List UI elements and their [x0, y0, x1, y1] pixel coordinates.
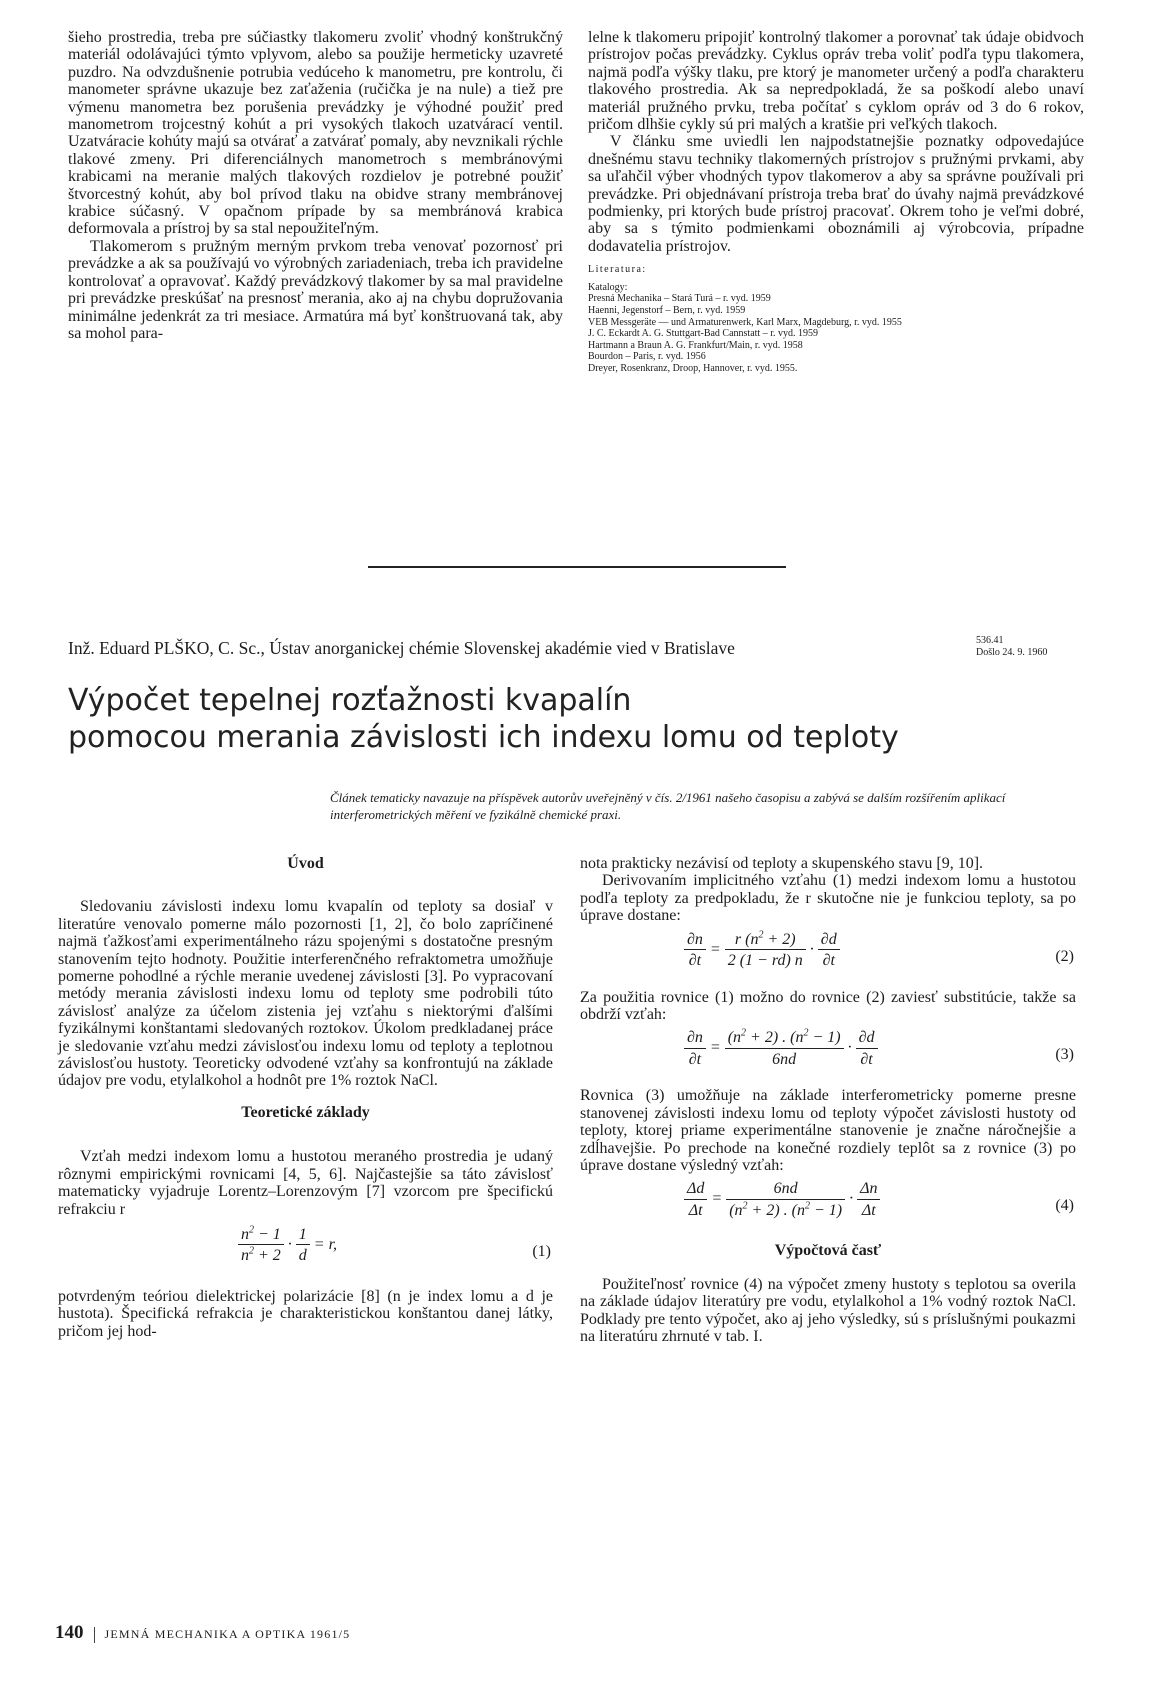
equation-1 [58, 1220, 553, 1284]
equation-1-formula: $\frac{n^2 - 1}{n^2 + 2}$ · $\frac{1}{d}$ = r, [238, 1226, 337, 1265]
equation-3-formula: $\frac{\partial n}{\partial t}$ = $\frac{(n^2 + 2) . (n^2 - 1)}{6nd}$ · $\frac{\partial d}{\partial t}$ [684, 1029, 878, 1068]
reference-item: Haenni, Jegenstorf – Bern, r. vyd. 1959 [588, 305, 746, 317]
prev-article-left-column [68, 29, 563, 342]
equation-number: (2) [1055, 947, 1074, 965]
equation-4 [580, 1174, 1076, 1238]
equation-4-formula: $\frac{\Delta d}{\Delta t}$ = $\frac{6nd}{(n^2 + 2) . (n^2 - 1)}$ · $\frac{\Delta n}{\Delta t}$ [684, 1180, 880, 1219]
paragraph: potvrdeným teóriou dielektrickej polarizácie [8] (n je index lomu a d je hustota). Špecifická refrakcia je charakteristickou konštantou danej látky, pričom jej hod- [58, 1287, 553, 1340]
section-heading-teoreticke: Teoretické základy [241, 1103, 370, 1121]
author-line: Inž. Eduard PLŠKO, C. Sc., Ústav anorganickej chémie Slovenskej akadémie vied v Bratislave [68, 638, 735, 658]
paragraph: Tlakomerom s pružným merným prvkom treba venovať pozornosť pri prevádzke a ak sa používajú vo výrobných zariadeniach, treba ich pravidelne kontrolovať a opravovať. Každý prevádzkový tlakomer by sa mal pravidelne pri prevádzke preskúšať na presnosť merania, ako aj na chybu dopružovania minimálne jedenkrát za tri mesiace. Armatúra má byť konštruovaná tak, aby sa mohol para- [68, 237, 563, 342]
section-heading-uvod: Úvod [287, 855, 324, 872]
equation-number: (1) [532, 1242, 551, 1260]
paragraph: Rovnica (3) umožňuje na základe interferometricky pomerne presne stanovenej závislosti indexu lomu od teploty výpočet závislosti hustoty od teploty, ktorej priame experimentálne stanovenie je značne náročnejšie a zdĺhavejšie. Po prechode na konečné rozdiely teplôt sa z rovnice (3) po úprave dostane výsledný vzťah: [580, 1087, 1076, 1175]
paragraph: Vzťah medzi indexom lomu a hustotou meraného prostredia je udaný rôznymi empirickými rovnicami [4, 5, 6]. Najčastejšie sa táto závislosť matematicky vyjadruje Lorentz–Lorenzovým [7] vzorcom pre špecifickú refrakciu r [58, 1148, 553, 1218]
paragraph: šieho prostredia, treba pre súčiastky tlakomeru zvoliť vhodný konštrukčný materiál odolávajúci týmto vplyvom, alebo sa použije hermeticky uzavreté puzdro. Na odvzdušnenie potrubia vedúceho k manometru, pre kontrolu, či manometer správne ukazuje bez zaťaženia (ručička je na nule) a tiež pre výmenu manometra bez porušenia prevádzky je výhodné použiť pred manometrom trojcestný kohút a pri vysokých tlakoch uzatvárací ventil. Uzatváracie kohúty majú sa otvárať a zatvárať pomaly, aby nevznikali rýchle tlakové zmeny. Pri diferenciálnych manometroch s membránovými krabicami na meranie malých tlakových rozdielov je potrebné použiť štvorcestný kohút, aby bol prívod tlaku na obidve strany membránovej krabice súčasný. V opačnom prípade by sa membránová krabica deformovala a prístroj by sa stal nepoužiteľným. [68, 29, 563, 238]
paragraph: lelne k tlakomeru pripojiť kontrolný tlakomer a porovnať tak údaje obidvoch prístrojov počas prevádzky. Cyklus opráv treba voliť podľa typu tlakomera, najmä podľa výšky tlaku, pre ktorý je manometer určený a podľa charakteru tlakového prostredia. Ak sa nepredpokladá, že sa poškodí alebo unaví materiál pružného prvku, treba počítať s cyklom opráv od 3 do 6 rokov, pričom dlhšie cykly sú pri malých a kratšie pri veľkých tlakoch. [588, 29, 1084, 134]
received-date: Došlo 24. 9. 1960 [976, 647, 1048, 658]
reference-item: Hartmann a Braun A. G. Frankfurt/Main, r. vyd. 1958 [588, 339, 803, 351]
paragraph: Sledovaniu závislosti indexu lomu kvapalín od teploty sa dosiaľ v literatúre venovalo pomerne málo pozornosti [1, 2], čo bolo zapríčinené najmä ťažkosťami experimentálneho rázu spojenými s dostatočne presným stanovením tejto hodnoty. Použitie interferenčného refraktometra umožňuje pomerne pohodlné a rýchle meranie uvedenej závislosti [3]. Po vypracovaní metódy merania závislosti indexu lomu od teploty sme podrobili túto závislosť analýze za účelom zistenia jej vzťahu s niektorými ďalšími fyzikálnymi konštantami sledovaných roztokov. Úkolom predkladanej práce je sledovanie vzťahu medzi závislosťou indexu lomu od teploty a teplotnou závislosťou hustoty. Teoreticky odvodené vzťahy sa konfrontujú na základe údajov pre vodu, etylalkohol a hodnôt pre 1% roztok NaCl. [58, 898, 553, 1090]
footer-separator [94, 1627, 95, 1643]
article-right-column [580, 855, 1076, 1346]
reference-item: VEB Messgeräte — und Armaturenwerk, Karl Marx, Magdeburg, r. vyd. 1955 [588, 316, 902, 328]
reference-item: Bourdon – Paris, r. vyd. 1956 [588, 351, 706, 363]
references [588, 264, 1084, 374]
paragraph: Použiteľnosť rovnice (4) na výpočet zmeny hustoty s teplotou sa overila na základe údajov literatúry pre vodu, etylalkohol a 1% vodný roztok NaCl. Podklady pre tento výpočet, ako aj jeho výsledky, sú s príslušnými poukazmi na literatúru zhrnuté v tab. I. [580, 1275, 1076, 1346]
udc-code: 536.41 [976, 635, 1004, 646]
title-line: pomocou merania závislosti ich indexu lomu od teploty [68, 720, 899, 755]
page-footer [55, 1622, 350, 1644]
reference-item: Katalogy: [588, 281, 628, 293]
page-number: 140 [55, 1622, 84, 1643]
reference-item: Dreyer, Rosenkranz, Droop, Hannover, r. vyd. 1955. [588, 363, 798, 375]
udc-and-received [976, 635, 1076, 659]
article-title [68, 682, 1108, 756]
equation-2-formula: $\frac{\partial n}{\partial t}$ = $\frac{r (n^2 + 2)}{2 (1 - rd) n}$ · $\frac{\partial d}{\partial t}$ [684, 931, 840, 970]
title-line: Výpočet tepelnej rozťažnosti kvapalín [68, 683, 632, 718]
paragraph: Derivovaním implicitného vzťahu (1) medzi indexom lomu a hustotou podľa teploty za predpokladu, že r skutočne nie je funkciou teploty, sa po úprave dostane: [580, 872, 1076, 925]
abstract: Článek tematicky navazuje na příspěvek autorův uveřejněný v čís. 2/1961 našeho časopisu a zabývá se dalším rozšířením aplikací interferometrických měření ve fyzikálně chemické praxi. [330, 790, 1006, 822]
section-heading-vypoctova: Výpočtová časť [774, 1242, 882, 1260]
equation-number: (3) [1055, 1046, 1074, 1064]
section-divider [368, 566, 786, 568]
equation-3 [580, 1023, 1076, 1087]
paragraph: nota prakticky nezávisí od teploty a skupenského stavu [9, 10]. [580, 855, 984, 872]
prev-article-right-column [588, 29, 1084, 375]
equation-2 [580, 925, 1076, 989]
paragraph: Za použitia rovnice (1) možno do rovnice (2) zaviesť substitúcie, takže sa obdrží vzťah: [580, 988, 1076, 1024]
equation-number: (4) [1055, 1197, 1074, 1215]
references-heading: Literatura: [588, 264, 647, 276]
reference-item: Presná Mechanika – Stará Turá – r. vyd. 1959 [588, 293, 771, 305]
journal-name: JEMNÁ MECHANIKA A OPTIKA 1961/5 [104, 1627, 351, 1641]
paragraph: V článku sme uviedli len najpodstatnejšie poznatky odpovedajúce dnešnému stavu techniky tlakomerných prístrojov s pružnými prvkami, aby sa uľahčil výber vhodných typov tlakomerov a aby sa správne používali pri prevádzke. Pri objednávaní prístroja treba brať do úvahy najmä prevádzkové podmienky, pri ktorých bude prístroj pracovať. Okrem toho je veľmi dobré, aby sa s týmito podmienkami oboznámili aj výrobcovia, prípadne dodavatelia prístrojov. [588, 133, 1084, 255]
article-left-column [58, 855, 553, 1340]
reference-item: J. C. Eckardt A. G. Stuttgart-Bad Cannstatt – r. vyd. 1959 [588, 328, 818, 340]
